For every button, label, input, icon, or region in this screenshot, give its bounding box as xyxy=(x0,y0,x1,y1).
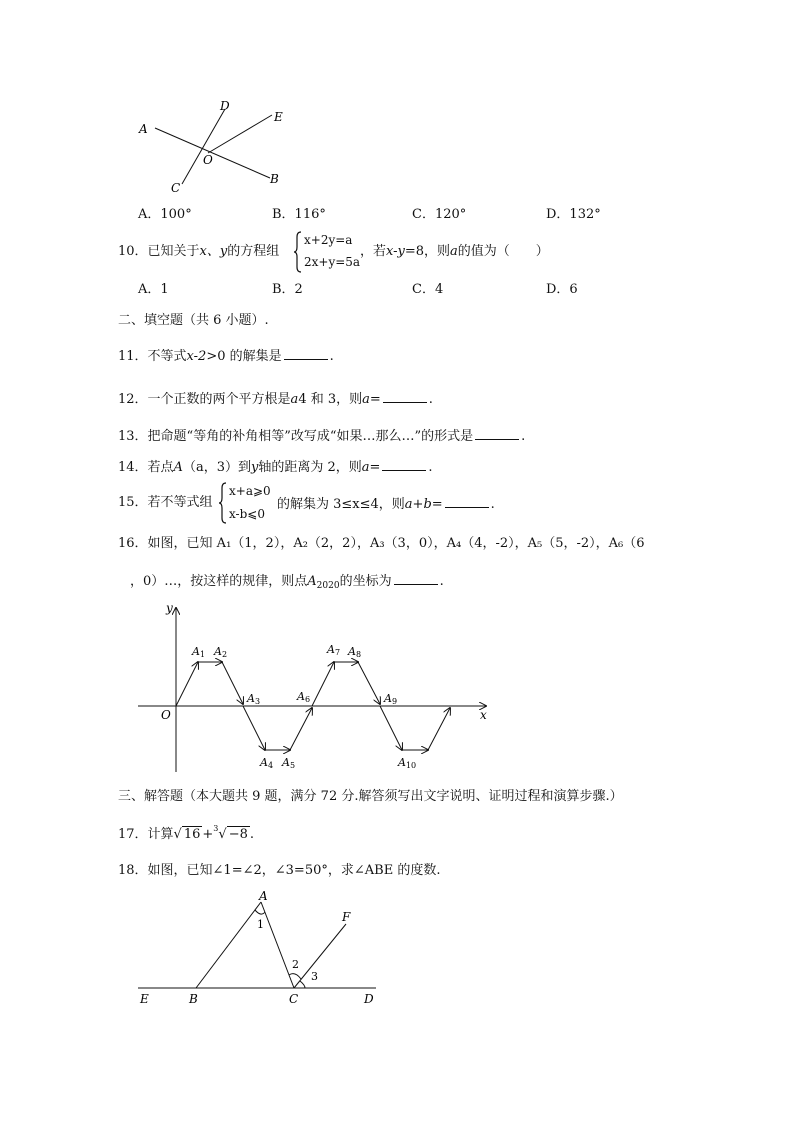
axis-x-label: x xyxy=(480,708,487,722)
label-A4: A4 xyxy=(260,756,274,770)
figure-q16 xyxy=(130,600,500,780)
q16-line-2: ，0）…，按这样的规律，则点$A_{2020}$的坐标为 . xyxy=(130,574,444,591)
segment-AC xyxy=(261,902,294,988)
label-B: B xyxy=(189,992,198,1006)
q12-answer-blank[interactable] xyxy=(383,390,427,403)
cbrt-minus-8: $^3$√ −8 xyxy=(213,824,248,842)
figure-q9 xyxy=(130,95,300,200)
q17: 17．计算√ 16 +$^3$√ −8 . xyxy=(118,824,254,842)
q9-option-b[interactable]: B．116° xyxy=(272,207,326,222)
q10-option-a[interactable]: A．1 xyxy=(138,282,169,297)
label-F: F xyxy=(342,910,351,924)
q15-inequality-1: x+a⩾0 xyxy=(229,484,271,498)
q16-answer-blank[interactable] xyxy=(394,572,438,585)
q16-line-1: 16．如图，已知 A₁（1，2），A₂（2，2），A₃（3，0），A₄（4，-2），A₅（5，-2），A₆（6 xyxy=(118,536,645,551)
angle-2-arc xyxy=(289,974,301,979)
figure-q18 xyxy=(134,888,384,1010)
ray-CF xyxy=(294,924,346,988)
q10-condition: ，若x-y=8，则a的值为（ ） xyxy=(360,244,549,259)
label-E: E xyxy=(140,992,149,1006)
label-3: 3 xyxy=(311,970,318,983)
q15-stem: 15．若不等式组 xyxy=(118,495,213,510)
segment-A3-A4 xyxy=(243,706,265,750)
segment-O-A1 xyxy=(176,662,198,706)
axis-y-label: y xyxy=(166,601,173,615)
segment-AB xyxy=(196,902,261,988)
q15-inequality-2: x-b⩽0 xyxy=(229,507,265,521)
q10-option-c[interactable]: C．4 xyxy=(412,282,444,297)
q9-option-d[interactable]: D．132° xyxy=(546,207,601,222)
label-A5: A5 xyxy=(282,756,296,770)
label-A1: A1 xyxy=(192,645,206,659)
q14-answer-blank[interactable] xyxy=(382,458,426,471)
label-A: A xyxy=(259,889,268,903)
sqrt-16: √ 16 xyxy=(173,827,201,842)
q15-tail: 的解集为 3≤x≤4，则a+b= . xyxy=(277,497,495,512)
label-B: B xyxy=(270,172,279,186)
label-A2: A2 xyxy=(214,645,228,659)
label-A9: A9 xyxy=(384,692,398,706)
section-2-heading: 二、填空题（共 6 小题）. xyxy=(118,313,269,328)
label-A10: A10 xyxy=(398,756,417,770)
q14: 14．若点A（a，3）到y轴的距离为 2，则a= . xyxy=(118,460,433,475)
q10-option-d[interactable]: D．6 xyxy=(546,282,578,297)
segment-A8-A9 xyxy=(358,662,380,704)
q11: 11．不等式x-2>0 的解集是 . xyxy=(118,349,334,364)
segment-A9-A10 xyxy=(380,706,402,750)
q12: 12．一个正数的两个平方根是a4 和 3，则a= . xyxy=(118,392,433,407)
q11-answer-blank[interactable] xyxy=(284,347,328,360)
label-O: O xyxy=(203,153,213,167)
q15-brace xyxy=(218,482,228,524)
label-1: 1 xyxy=(257,918,264,931)
label-A3: A3 xyxy=(247,692,261,706)
ray-OE xyxy=(208,115,272,153)
q10-equation-2: 2x+y=5a xyxy=(304,255,361,269)
q15-answer-blank[interactable] xyxy=(445,495,489,508)
label-A7: A7 xyxy=(327,643,341,657)
q13: 13．把命题“等角的补角相等”改写成“如果…那么…”的形式是 . xyxy=(118,429,526,444)
origin-label: O xyxy=(161,708,171,722)
q9-option-a[interactable]: A．100° xyxy=(138,207,192,222)
label-2: 2 xyxy=(292,958,299,971)
q13-answer-blank[interactable] xyxy=(475,427,519,440)
q10-brace xyxy=(293,231,303,273)
q18: 18．如图，已知∠1=∠2，∠3=50°，求∠ABE 的度数. xyxy=(118,863,441,878)
segment-A2-A3 xyxy=(222,662,243,704)
label-E: E xyxy=(274,110,283,124)
q9-option-c[interactable]: C．120° xyxy=(412,207,467,222)
q10-equation-1: x+2y=a xyxy=(304,233,353,247)
angle-1-arc xyxy=(255,910,265,914)
label-A8: A8 xyxy=(348,645,362,659)
q10-stem: 10．已知关于x、y的方程组 xyxy=(118,244,280,259)
label-A: A xyxy=(139,122,148,136)
q10-option-b[interactable]: B．2 xyxy=(272,282,303,297)
section-3-heading: 三、解答题（本大题共 9 题，满分 72 分.解答须写出文字说明、证明过程和演算步骤.） xyxy=(118,789,623,804)
label-C: C xyxy=(289,992,299,1006)
segment-next-up xyxy=(428,708,450,750)
segment-A5-A6 xyxy=(290,708,312,750)
label-A6: A6 xyxy=(297,690,311,704)
segment-A6-A7 xyxy=(312,662,334,706)
angle-3-arc xyxy=(300,981,305,988)
label-C: C xyxy=(171,181,181,195)
label-D: D xyxy=(364,992,374,1006)
label-D: D xyxy=(220,99,230,113)
